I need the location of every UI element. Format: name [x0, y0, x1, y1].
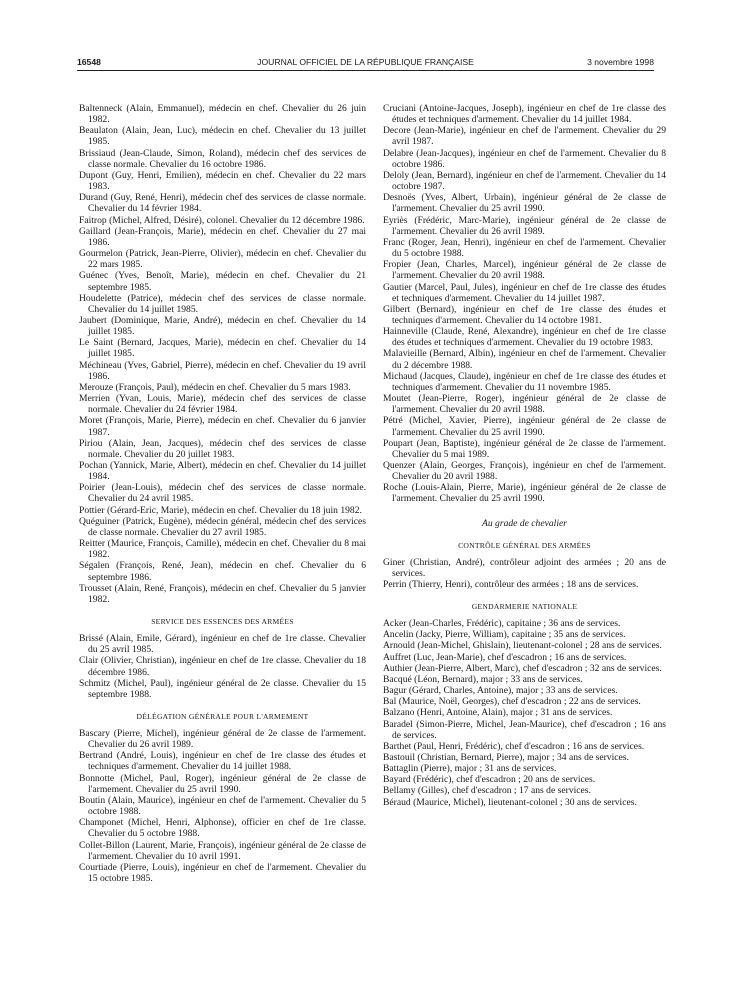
honoree-entry: Gaillard (Jean-François, Marie), médecin en chef. Chevalier du 27 mai 1986.: [79, 225, 366, 248]
right-column: [383, 103, 666, 808]
grade-heading: Au grade de chevalier: [482, 517, 567, 529]
section-heading: SERVICE DES ESSENCES DES ARMÉES: [151, 617, 294, 627]
honoree-entry: Eyriès (Frédéric, Marc-Marie), ingénieur général de 2e classe de l'armement. Chevalier du 26 avril 1989.: [383, 214, 666, 237]
honoree-entry: Ségalen (François, René, Jean), médecin en chef. Chevalier du 6 septembre 1986.: [79, 560, 366, 583]
honoree-entry: Decore (Jean-Marie), ingénieur en chef de l'armement. Chevalier du 29 avril 1987.: [383, 125, 666, 148]
left-column: [79, 103, 366, 884]
honoree-entry: Pochan (Yannick, Marie, Albert), médecin en chef. Chevalier du 14 juillet 1984.: [79, 460, 366, 483]
honoree-entry: Hainneville (Claude, René, Alexandre), ingénieur en chef de 1re classe des études et techniques d'armement. Chevalier du 19 octobre 1983.: [383, 326, 666, 349]
honoree-entry: Faitrop (Michel, Alfred, Désiré), colonel. Chevalier du 12 décembre 1986.: [79, 214, 365, 226]
honoree-entry: Courtiade (Pierre, Louis), ingénieur en chef de l'armement. Chevalier du 15 octobre 1985.: [79, 861, 366, 884]
honoree-entry: Beaulaton (Alain, Jean, Luc), médecin en chef. Chevalier du 13 juillet 1985.: [79, 125, 366, 148]
honoree-entry: Béraud (Maurice, Michel), lieutenant-colonel ; 30 ans de services.: [383, 796, 637, 808]
honoree-entry: Bonnotte (Michel, Paul, Roger), ingénieur général de 2e classe de l'armement. Chevalier du 25 avril 1990.: [79, 772, 366, 795]
honoree-entry: Battaglin (Pierre), major ; 31 ans de services.: [383, 763, 557, 775]
honoree-entry: Balzano (Henri, Antoine, Alain), major ; 31 ans de services.: [383, 707, 613, 719]
honoree-entry: Baradel (Simon-Pierre, Michel, Jean-Maurice), chef d'escadron ; 16 ans de services.: [383, 718, 666, 741]
honoree-entry: Franc (Roger, Jean, Henri), ingénieur en chef de l'armement. Chevalier du 5 octobre 1988.: [383, 236, 666, 260]
honoree-entry: Deloly (Jean, Bernard), ingénieur en chef de l'armement. Chevalier du 14 octobre 1987.: [383, 169, 666, 193]
honoree-entry: Barthet (Paul, Henri, Frédéric), chef d'escadron ; 16 ans de services.: [383, 740, 645, 752]
section-heading: GENDARMERIE NATIONALE: [471, 602, 578, 612]
honoree-entry: Authier (Jean-Pierre, Albert, Marc), chef d'escadron ; 32 ans de services.: [383, 662, 662, 674]
honoree-entry: Brissiaud (Jean-Claude, Simon, Roland), médecin chef des services de classe normale. Chevalier du 16 octobre 1986.: [79, 147, 366, 170]
honoree-entry: Bastouil (Christian, Bernard, Pierre), major ; 34 ans de services.: [383, 751, 629, 763]
honoree-entry: Bacqué (Léon, Bernard), major ; 33 ans de services.: [383, 673, 583, 685]
honoree-entry: Roche (Louis-Alain, Pierre, Marie), ingénieur général de 2e classe de l'armement. Chevalier du 25 avril 1990.: [383, 482, 666, 505]
page-number: 16548: [77, 57, 101, 67]
honoree-entry: Houdelette (Patrice), médecin chef des services de classe normale. Chevalier du 14 juillet 1985.: [79, 292, 366, 315]
honoree-entry: Clair (Olivier, Christian), ingénieur en chef de 1re classe. Chevalier du 18 décembre 1986.: [79, 655, 366, 678]
honoree-entry: Champonet (Michel, Henri, Alphonse), officier en chef de 1re classe. Chevalier du 5 octobre 1988.: [79, 817, 366, 840]
honoree-entry: Delabre (Jean-Jacques), ingénieur en chef de l'armement. Chevalier du 8 octobre 1986.: [383, 147, 666, 170]
honoree-entry: Bascary (Pierre, Michel), ingénieur général de 2e classe de l'armement. Chevalier du 26 avril 1989.: [79, 727, 366, 751]
journal-title: JOURNAL OFFICIEL DE LA RÉPUBLIQUE FRANÇAISE: [257, 57, 474, 67]
section-heading: CONTRÔLE GÉNÉRAL DES ARMÉES: [458, 540, 591, 550]
honoree-entry: Malavieille (Bernard, Albin), ingénieur en chef de l'armement. Chevalier du 2 décembre 1988.: [383, 348, 666, 371]
honoree-entry: Poupart (Jean, Baptiste), ingénieur général de 2e classe de l'armement. Chevalier du 5 mai 1989.: [383, 437, 666, 460]
publication-date: 3 novembre 1998: [587, 57, 654, 67]
honoree-entry: Méchineau (Yves, Gabriel, Pierre), médecin en chef. Chevalier du 19 avril 1986.: [79, 359, 366, 382]
section-heading: DÉLÉGATION GÉNÉRALE POUR L'ARMEMENT: [136, 711, 309, 721]
honoree-entry: Giner (Christian, André), contrôleur adjoint des armées ; 20 ans de services.: [383, 556, 666, 579]
honoree-entry: Quenzer (Alain, Georges, François), ingénieur en chef de l'armement. Chevalier du 20 avril 1988.: [383, 460, 666, 483]
honoree-entry: Le Saint (Bernard, Jacques, Marie), médecin en chef. Chevalier du 14 juillet 1985.: [79, 337, 366, 360]
honoree-entry: Pottier (Gérard-Eric, Marie), médecin en chef. Chevalier du 18 juin 1982.: [79, 504, 362, 516]
honoree-entry: Acker (Jean-Charles, Frédéric), capitaine ; 36 ans de services.: [383, 618, 621, 630]
honoree-entry: Moret (François, Marie, Pierre), médecin en chef. Chevalier du 6 janvier 1987.: [79, 415, 366, 438]
honoree-entry: Gilbert (Bernard), ingénieur en chef de 1re classe des études et techniques d'armement. Chevalier du 14 octobre 1981.: [383, 303, 666, 326]
honoree-entry: Moutet (Jean-Pierre, Roger), ingénieur général de 2e classe de l'armement. Chevalier du 20 avril 1988.: [383, 393, 666, 416]
honoree-entry: Merouze (François, Paul), médecin en chef. Chevalier du 5 mars 1983.: [79, 381, 351, 393]
honoree-entry: Reitter (Maurice, François, Camille), médecin en chef. Chevalier du 8 mai 1982.: [79, 538, 366, 561]
honoree-entry: Poirier (Jean-Louis), médecin chef des services de classe normale. Chevalier du 24 avril 1985.: [79, 482, 366, 505]
honoree-entry: Bal (Maurice, Noël, Georges), chef d'escadron ; 22 ans de services.: [383, 696, 641, 708]
honoree-entry: Jaubert (Dominique, Marie, André), médecin en chef. Chevalier du 14 juillet 1985.: [79, 314, 366, 338]
honoree-entry: Brissé (Alain, Emile, Gérard), ingénieur en chef de 1re classe. Chevalier du 25 avril 1985.: [79, 633, 366, 656]
honoree-entry: Gourmelon (Patrick, Jean-Pierre, Olivier), médecin en chef. Chevalier du 22 mars 1985.: [79, 248, 366, 271]
honoree-entry: Perrin (Thierry, Henri), contrôleur des armées ; 18 ans de services.: [383, 578, 639, 590]
honoree-entry: Ancelin (Jacky, Pierre, William), capitaine ; 35 ans de services.: [383, 629, 626, 641]
honoree-entry: Baltenneck (Alain, Emmanuel), médecin en chef. Chevalier du 26 juin 1982.: [79, 103, 366, 126]
honoree-entry: Schmitz (Michel, Paul), ingénieur général de 2e classe. Chevalier du 15 septembre 1988.: [79, 677, 366, 700]
honoree-entry: Fropier (Jean, Charles, Marcel), ingénieur général de 2e classe de l'armement. Chevalier du 20 avril 1988.: [383, 259, 666, 282]
honoree-entry: Dupont (Guy, Henri, Emilien), médecin en chef. Chevalier du 22 mars 1983.: [79, 169, 366, 193]
honoree-entry: Pétré (Michel, Xavier, Pierre), ingénieur général de 2e classe de l'armement. Chevalier du 25 avril 1990.: [383, 415, 666, 438]
honoree-entry: Durand (Guy, René, Henri), médecin chef des services de classe normale. Chevalier du 14 février 1984.: [79, 192, 366, 215]
honoree-entry: Desnoës (Yves, Albert, Urbain), ingénieur général de 2e classe de l'armement. Chevalier du 25 avril 1990.: [383, 192, 666, 215]
page-header: [77, 56, 654, 71]
honoree-entry: Boutin (Alain, Maurice), ingénieur en chef de l'armement. Chevalier du 5 octobre 1988.: [79, 794, 366, 818]
honoree-entry: Guénec (Yves, Benoît, Marie), médecin en chef. Chevalier du 21 septembre 1985.: [79, 270, 366, 293]
honoree-entry: Collet-Billon (Laurent, Marie, François), ingénieur général de 2e classe de l'armement. Chevalier du 10 avril 1991.: [79, 839, 366, 862]
honoree-entry: Piriou (Alain, Jean, Jacques), médecin chef des services de classe normale. Chevalier du 20 juillet 1983.: [79, 437, 366, 460]
honoree-entry: Arnould (Jean-Michel, Ghislain), lieutenant-colonel ; 28 ans de services.: [383, 640, 662, 652]
honoree-entry: Bagur (Gérard, Charles, Antoine), major ; 33 ans de services.: [383, 685, 618, 697]
honoree-entry: Trousset (Alain, René, François), médecin en chef. Chevalier du 5 janvier 1982.: [79, 582, 366, 605]
honoree-entry: Bellamy (Gilles), chef d'escadron ; 17 ans de services.: [383, 785, 591, 797]
honoree-entry: Gautier (Marcel, Paul, Jules), ingénieur en chef de 1re classe des études et techniques d'armement. Chevalier du 14 juillet 1987.: [383, 281, 666, 304]
honoree-entry: Merrien (Yvan, Louis, Marie), médecin chef des services de classe normale. Chevalier du 24 février 1984.: [79, 393, 366, 416]
honoree-entry: Quéguiner (Patrick, Eugène), médecin général, médecin chef des services de classe normale. Chevalier du 27 avril 1985.: [79, 515, 366, 538]
honoree-entry: Bertrand (André, Louis), ingénieur en chef de 1re classe des études et techniques d'armement. Chevalier du 14 juillet 1988.: [79, 750, 366, 773]
honoree-entry: Bayard (Frédéric), chef d'escadron ; 20 ans de services.: [383, 774, 596, 786]
honoree-entry: Auffret (Luc, Jean-Marie), chef d'escadron ; 16 ans de services.: [383, 651, 627, 663]
honoree-entry: Cruciani (Antoine-Jacques, Joseph), ingénieur en chef de 1re classe des études et techniques d'armement. Chevalier du 14 juillet 1984.: [383, 103, 666, 126]
honoree-entry: Michaud (Jacques, Claude), ingénieur en chef de 1re classe des études et techniques d'armement. Chevalier du 11 novembre 1985.: [383, 370, 666, 393]
